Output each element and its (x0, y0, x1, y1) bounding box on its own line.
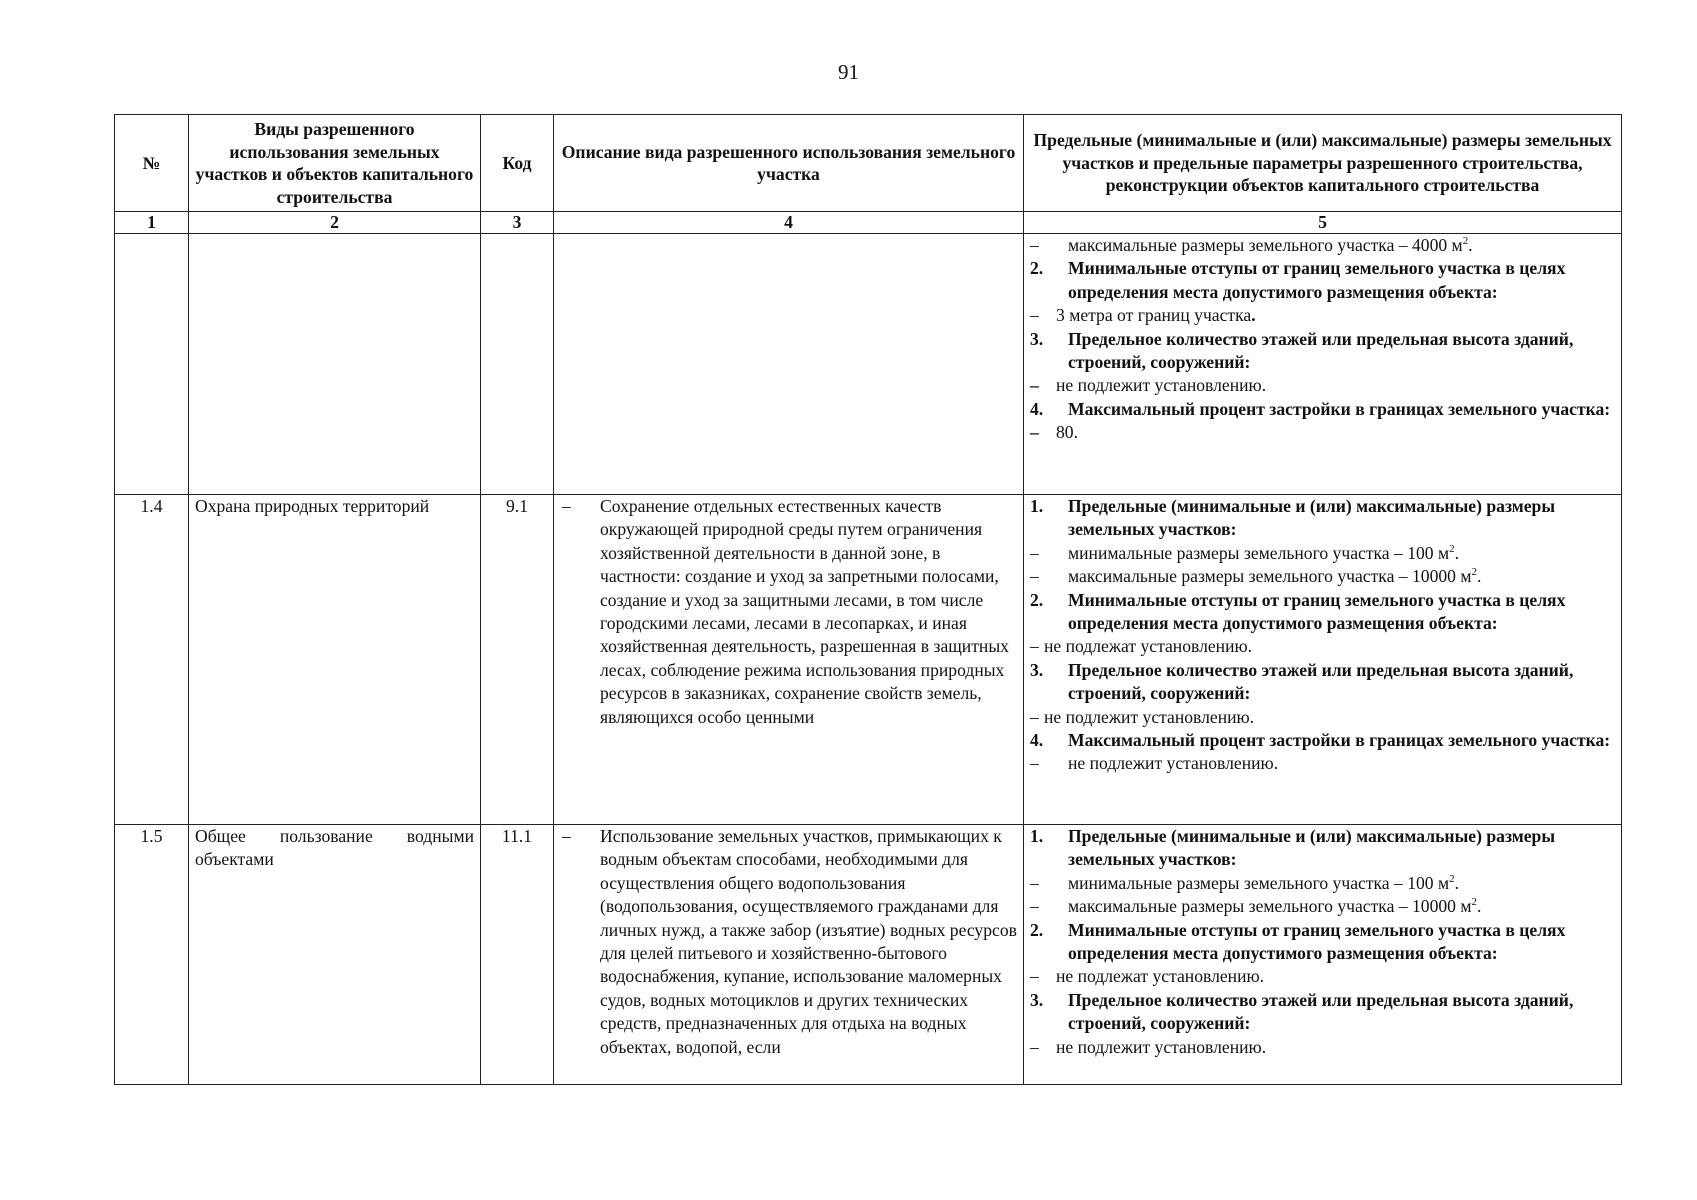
limit-value: 80. (1056, 422, 1078, 443)
limit-value: не подлежит установлению. (1056, 1036, 1267, 1057)
limit-title: Предельное количество этажей или предельная высота зданий, строений, сооружений: (1068, 328, 1574, 373)
limit-line (1030, 374, 1615, 397)
item-number: 2. (1030, 589, 1044, 610)
header-code: Код (481, 115, 554, 212)
cell-use-type: Охрана природных территорий (189, 495, 481, 825)
limit-title: Минимальные отступы от границ земельного участка в целях определения места допустимого размещения объекта: (1068, 589, 1566, 634)
column-number: 2 (189, 212, 481, 234)
item-number: 1. (1030, 496, 1044, 516)
dash-marker: – (1030, 1036, 1039, 1057)
superscript: 2 (1462, 235, 1469, 248)
limit-line: – минимальные размеры земельного участка – 100 $м^2$. (1030, 542, 1615, 565)
limit-line (1030, 635, 1615, 658)
column-number: 3 (481, 212, 554, 234)
item-number: 3. (1030, 659, 1044, 680)
dash-marker: – (1030, 542, 1039, 563)
limit-title: Предельное количество этажей или предельная высота зданий, строений, сооружений: (1068, 989, 1574, 1034)
cell-use-type (189, 234, 481, 495)
cell-limits (1024, 825, 1622, 1085)
dash-marker: – (562, 496, 571, 516)
dash-marker: – (1030, 706, 1039, 727)
limit-heading (1030, 257, 1615, 304)
limit-title: Предельные (минимальные и (или) максимальные) размеры земельных участков: (1068, 826, 1556, 870)
column-number: 4 (554, 212, 1024, 234)
cell-description (554, 495, 1024, 825)
limit-title: Минимальные отступы от границ земельного участка в целях определения места допустимого размещения объекта: (1068, 258, 1566, 302)
page-number: 91 (838, 60, 859, 84)
item-number: 3. (1030, 989, 1044, 1010)
limit-line: – максимальные размеры земельного участка – 10000 $м^2$. (1030, 565, 1615, 588)
limit-line: – максимальные размеры земельного участка – 4000 $м^2$. (1030, 234, 1615, 257)
table-row (115, 495, 1622, 825)
cell-limits (1024, 234, 1622, 495)
column-number: 5 (1024, 212, 1622, 234)
header-limits: Предельные (минимальные и (или) максимальные) размеры земельных участков и предельные параметры разрешенного строительства, реконструкции объектов капитального строительства (1024, 115, 1622, 212)
limit-heading (1030, 495, 1615, 542)
superscript: 2 (1449, 542, 1455, 555)
dash-marker: – (1030, 872, 1039, 893)
dash-marker: – (1030, 566, 1039, 587)
limit-heading (1030, 989, 1615, 1036)
header-description: Описание вида разрешенного использования земельного участка (554, 115, 1024, 212)
limit-heading (1030, 398, 1615, 421)
limit-value: не подлежат установлению. (1044, 636, 1253, 657)
superscript: 2 (1449, 872, 1455, 885)
min-size-text: минимальные размеры земельного участка – 100 м (1068, 542, 1450, 563)
limit-title: Предельное количество этажей или предельная высота зданий, строений, сооружений: (1068, 659, 1574, 704)
limit-title: Минимальные отступы от границ земельного участка в целях определения места допустимого размещения объекта: (1068, 919, 1566, 964)
limit-line (1030, 752, 1615, 775)
max-size-text: максимальные размеры земельного участка – 4000 м (1068, 235, 1463, 255)
table-row-continuation (115, 234, 1622, 495)
cell-number: 1.5 (115, 825, 189, 1085)
limit-title: Максимальный процент застройки в границах земельного участка: (1068, 398, 1611, 419)
dash-marker: – (1030, 422, 1039, 443)
limit-line (1030, 421, 1615, 444)
limit-heading (1030, 825, 1615, 872)
item-number: 4. (1030, 398, 1044, 419)
item-number: 2. (1030, 258, 1044, 279)
limit-title: Предельные (минимальные и (или) максимальные) размеры земельных участков: (1068, 496, 1556, 540)
item-number: 1. (1030, 826, 1044, 846)
limit-line (1030, 706, 1615, 729)
dash-marker: – (1030, 753, 1039, 774)
limit-line: – минимальные размеры земельного участка – 100 $м^2$. (1030, 872, 1615, 895)
limit-heading (1030, 659, 1615, 706)
dash-marker: – (562, 826, 571, 846)
description-text: Сохранение отдельных естественных качеств окружающей природной среды путем ограничения хозяйственной деятельности в данной зоне, в частности: создание и уход за запретными полосами, создание и уход за защитными лесами, в том числе городскими лесами, лесами в лесопарках, и иная хозяйственная деятельность, разрешенная в защитных лесах, соблюдение режима использования природных ресурсов в заказниках, сохранение свойств земель, являющихся особо ценными (600, 496, 1009, 727)
header-use-type: Виды разрешенного использования земельных участков и объектов капитального строительства (189, 115, 481, 212)
cell-number: 1.4 (115, 495, 189, 825)
dash-marker: – (1030, 235, 1039, 255)
limit-value: не подлежит установлению. (1056, 375, 1267, 396)
dash-marker: – (1030, 305, 1039, 326)
cell-code: 11.1 (481, 825, 554, 1085)
column-number: 1 (115, 212, 189, 234)
limit-value: не подлежит установлению. (1044, 706, 1255, 727)
table-header-row (115, 115, 1622, 212)
limit-heading (1030, 589, 1615, 636)
item-number: 3. (1030, 328, 1044, 349)
cell-number (115, 234, 189, 495)
land-use-table (114, 114, 1622, 1085)
limit-line (1030, 1036, 1615, 1059)
cell-description (554, 234, 1024, 495)
limit-line (1030, 965, 1615, 988)
dash-marker: – (1030, 896, 1039, 917)
cell-description (554, 825, 1024, 1085)
limit-value: 3 метра от границ участка (1056, 305, 1252, 326)
superscript: 2 (1471, 896, 1477, 909)
dash-marker: – (1030, 375, 1039, 396)
max-size-text: максимальные размеры земельного участка – 10000 м (1068, 896, 1472, 917)
dash-marker: – (1030, 636, 1039, 657)
cell-code: 9.1 (481, 495, 554, 825)
item-number: 2. (1030, 919, 1044, 940)
limit-heading (1030, 328, 1615, 375)
min-size-text: минимальные размеры земельного участка – 100 м (1068, 872, 1450, 893)
header-number: № (115, 115, 189, 212)
column-number-row (115, 212, 1622, 234)
max-size-text: максимальные размеры земельного участка – 10000 м (1068, 566, 1472, 587)
dash-marker: – (1030, 966, 1039, 987)
item-number: 4. (1030, 730, 1044, 751)
limit-line: – максимальные размеры земельного участка – 10000 $м^2$. (1030, 895, 1615, 918)
limit-value: не подлежат установлению. (1056, 966, 1265, 987)
limit-heading (1030, 729, 1615, 752)
cell-limits (1024, 495, 1622, 825)
description-text: Использование земельных участков, примыкающих к водным объектам способами, необходимыми для осуществления общего водопользования (водопользования, осуществляемого гражданами для личных нужд, а также забор (изъятие) водных ресурсов для целей питьевого и хозяйственно-бытового водоснабжения, купание, использование маломерных судов, водных мотоциклов и других технических средств, предназначенных для отдыха на водных объектах, водопой, если (600, 826, 1017, 1057)
limit-line: – 3 метра от границ участка. (1030, 304, 1615, 327)
table-row (115, 825, 1622, 1085)
cell-code (481, 234, 554, 495)
superscript: 2 (1471, 566, 1477, 579)
limit-heading (1030, 919, 1615, 966)
cell-use-type (189, 825, 481, 1085)
use-type-text: Общее пользование водными объектами (195, 826, 474, 870)
limit-value: не подлежит установлению. (1068, 753, 1279, 774)
limit-title: Максимальный процент застройки в границах земельного участка: (1068, 730, 1611, 751)
